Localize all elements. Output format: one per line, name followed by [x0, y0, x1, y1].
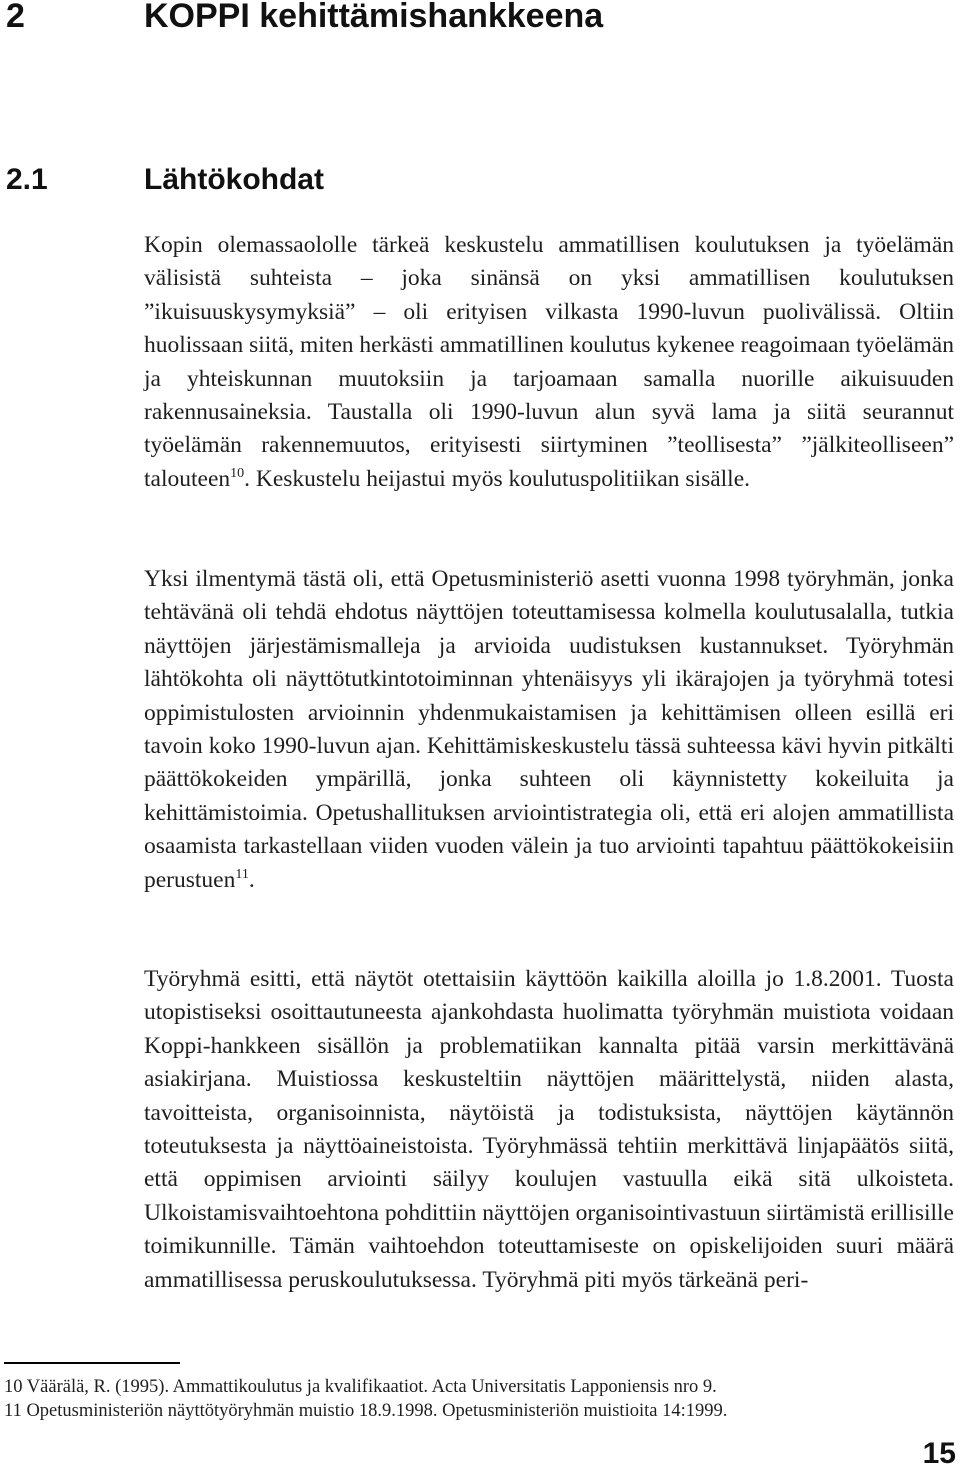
footnote-10: 10 Väärälä, R. (1995). Ammattikoulutus ja kvalifikaatiot. Acta Universitatis Lapponiensis nro 9. [4, 1377, 717, 1397]
paragraph-2-text-b: . [248, 866, 255, 893]
footnote-ref-10[interactable]: 10 [230, 465, 245, 481]
section-number: 2.1 [6, 163, 48, 196]
footnote-separator [4, 1362, 180, 1364]
section-heading [6, 160, 324, 200]
footnote-11: 11 Opetusministeriön näyttötyöryhmän muistio 18.9.1998. Opetusministeriön muistioita 14:1999. [4, 1401, 728, 1421]
chapter-heading [6, 0, 603, 38]
footnotes [4, 1375, 954, 1423]
paragraph-2 [144, 563, 954, 897]
paragraph-1-text-b: . Keskustelu heijastui myös koulutuspolitiikan sisälle. [244, 465, 751, 492]
section-title: Lähtökohdat [144, 163, 324, 196]
chapter-title: KOPPI kehittämishankkeena [144, 0, 604, 35]
chapter-number: 2 [6, 0, 25, 35]
paragraph-1 [144, 229, 954, 496]
footnote-ref-11[interactable]: 11 [235, 866, 249, 882]
paragraph-3: Työryhmä esitti, että näytöt otettaisiin käyttöön kaikilla aloilla jo 1.8.2001. Tuosta utopistiseksi osoittautuneesta ajankohdasta huolimatta työryhmän muistiota voidaan Koppi-hankkeen sisällön ja problematiikan kannalta pitää varsin merkittävänä asiakirjana. Muistiossa keskusteltiin näyttöjen määrittelystä, niiden alasta, tavoitteista, organisoinnista, näytöistä ja todistuksista, näyttöjen käytännön toteutuksesta ja näyttöaineistoista. Työryhmässä tehtiin merkittävä linjapäätös siitä, että oppimisen arviointi säilyy koulujen vastuulla eikä sitä ulkoisteta. Ulkoistamisvaihtoehtona pohdittiin näyttöjen organisointivastuun siirtämistä erillisille toimikunnille. Tämän vaihtoehdon toteuttamiseste on opiskelijoiden suuri määrä ammatillisessa peruskoulutuksessa. Työryhmä piti myös tärkeänä peri- [144, 966, 954, 1293]
paragraph-2-text-a: Yksi ilmentymä tästä oli, että Opetusministeriö asetti vuonna 1998 työryhmän, jonka tehtävänä oli tehdä ehdotus näyttöjen toteuttamisessa kolmella koulutusalalla, tutkia näyttöjen järjestämismalleja ja arvioida uudistuksen kustannukset. Työryhmän lähtökohta oli näyttötutkintotoiminnan yhtenäisyys yli ikärajojen ja työryhmä totesi oppimistulosten arvioinnin yhdenmukaistamisen ja kehittämisen olleen esillä eri tavoin koko 1990-luvun ajan. Kehittämiskeskustelu tässä suhteessa kävi hyvin pitkälti päättökokeiden ympärillä, jonka suhteen oli käynnistetty kokeiluita ja kehittämistoimia. Opetushallituksen arviointistrategia oli, että eri alojen ammatillista osaamista tarkastellaan viiden vuoden välein ja tuo arviointi tapahtuu päättökokeisiin perustuen [144, 566, 954, 893]
paragraph-1-text-a: Kopin olemassaololle tärkeä keskustelu ammatillisen koulutuksen ja työelämän välisistä suhteista – joka sinänsä on yksi ammatillisen koulutuksen ”ikuisuuskysymyksiä” – oli erityisen vilkasta 1990-luvun puolivälissä. Oltiin huolissaan siitä, miten herkästi ammatillinen koulutus kykenee reagoimaan työelämän ja yhteiskunnan muutoksiin ja tarjoamaan samalla nuorille aikuisuuden rakennusaineksia. Taustalla oli 1990-luvun alun syvä lama ja siitä seurannut työelämän rakennemuutos, erityisesti siirtyminen ”teollisesta” ”jälkiteolliseen” talouteen [144, 232, 954, 492]
page-number: 15 [922, 1437, 956, 1470]
